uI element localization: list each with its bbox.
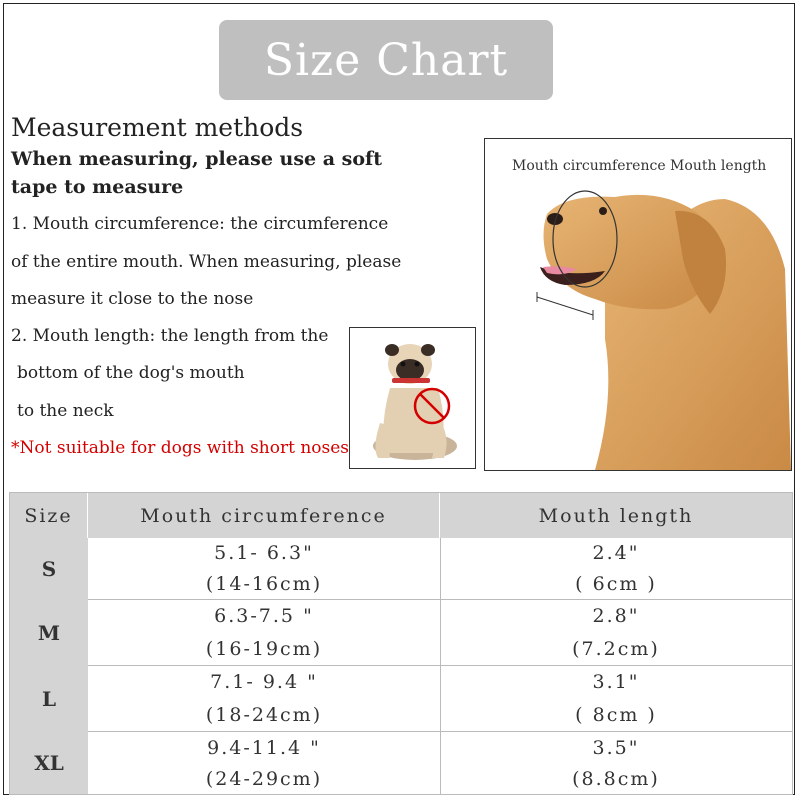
method-item2-line3: to the neck [17,401,114,421]
circ-cm: (16-19cm) [205,637,323,660]
pug-image [349,327,476,469]
table-row-l-length [440,666,792,732]
table-row-s-circumference [88,538,440,600]
method-item2-line1: 2. Mouth length: the length from the [11,326,329,346]
header-mouth-circumference: Mouth circumference [88,493,440,538]
golden-retriever-image [484,138,792,471]
methods-heading: Measurement methods [11,113,304,142]
table-row-size-xl: XL [10,732,88,794]
size-table [9,492,793,795]
table-row-l-circumference [88,666,440,732]
len-inch: 3.5" [592,736,640,759]
circ-cm: (14-16cm) [205,572,323,595]
table-row-m-circumference [88,600,440,666]
methods-subheading-1: When measuring, please use a soft [11,148,383,170]
short-nose-warning: *Not suitable for dogs with short noses [11,438,350,458]
golden-retriever-illustration [485,139,791,470]
len-cm: ( 6cm ) [575,572,657,595]
len-inch: 2.4" [592,542,640,565]
page-title: Size Chart [219,20,553,100]
header-mouth-length: Mouth length [440,493,792,538]
circ-cm: (24-29cm) [205,767,323,790]
circ-inch: 9.4-11.4 " [207,736,321,759]
dog-image-caption: Mouth circumference Mouth length [512,158,767,174]
method-item1-line1: 1. Mouth circumference: the circumference [11,214,389,234]
len-cm: (8.8cm) [572,767,660,790]
circ-inch: 7.1- 9.4 " [210,671,318,694]
table-row-m-length [440,600,792,666]
column-divider [440,538,441,794]
header-size: Size [10,493,88,538]
method-item1-line2: of the entire mouth. When measuring, please [11,252,402,272]
table-row-xl-length [440,732,792,794]
circ-inch: 6.3-7.5 " [214,605,314,628]
table-row-xl-circumference [88,732,440,794]
len-cm: (7.2cm) [572,637,660,660]
circ-inch: 5.1- 6.3" [214,542,314,565]
len-inch: 3.1" [592,671,640,694]
len-cm: ( 8cm ) [575,703,657,726]
methods-subheading-2: tape to measure [11,176,184,198]
table-row-size-s: S [10,538,88,601]
table-row-size-l: L [10,666,88,733]
table-row-size-m: M [10,600,88,667]
method-item2-line2: bottom of the dog's mouth [17,363,245,383]
len-inch: 2.8" [592,605,640,628]
method-item1-line3: measure it close to the nose [11,289,254,309]
prohibited-icon [412,386,452,426]
table-row-s-length [440,538,792,600]
circ-cm: (18-24cm) [205,703,323,726]
